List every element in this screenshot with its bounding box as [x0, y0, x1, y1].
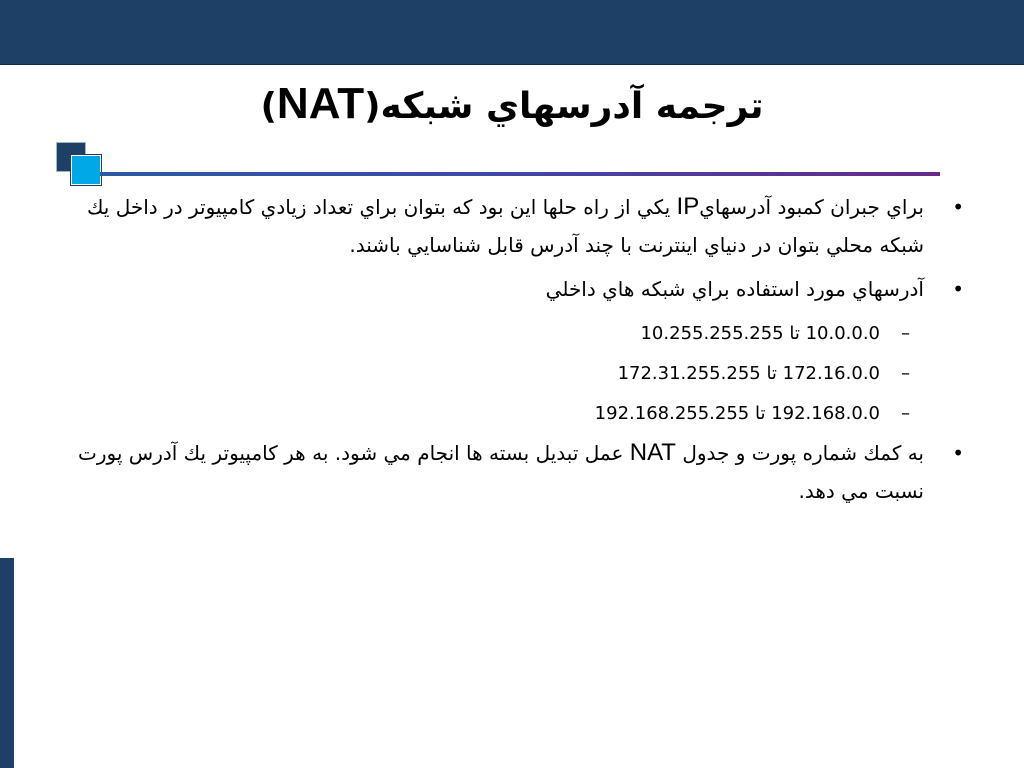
left-accent-bar	[0, 558, 14, 768]
dash-icon: –	[901, 323, 910, 344]
ip-range: 10.0.0.0 تا 10.255.255.255	[640, 323, 880, 344]
slide-body	[70, 188, 970, 516]
bullet-text: عمل تبديل بسته ها انجام مي شود. به هر كامپيوتر يك آدرس پورت نسبت مي دهد.	[78, 441, 924, 503]
bullet-item	[70, 270, 970, 308]
bullet-item	[70, 434, 970, 510]
title-acronym: NAT	[276, 79, 365, 128]
bullet-item	[70, 188, 970, 264]
bullet-dot-icon: •	[952, 277, 964, 301]
ip-range: 192.168.0.0 تا 192.168.255.255	[594, 403, 880, 424]
sub-item	[70, 394, 970, 434]
title-paren-close: )	[260, 86, 277, 127]
dash-icon: –	[901, 363, 910, 384]
ip-range: 172.16.0.0 تا 172.31.255.255	[617, 363, 880, 384]
sub-item	[70, 314, 970, 354]
bullet-text: براي جبران كمبود آدرسهاي	[699, 195, 924, 219]
header-band	[0, 0, 1024, 65]
bullet-text: يكي از راه حلها اين بود كه بتوان براي تعداد زيادي كامپيوتر در داخل يك شبكه محلي بتوان در دنياي اينترنت با چند آدرس قابل شناسايي باشند.	[86, 195, 924, 257]
bullet-term: IP	[676, 193, 700, 220]
bullet-text: به كمك شماره پورت و جدول	[682, 441, 924, 465]
title-persian: ترجمه آدرسهاي شبكه	[380, 86, 764, 127]
sub-item	[70, 354, 970, 394]
bullet-dot-icon: •	[952, 195, 964, 219]
dash-icon: –	[901, 403, 910, 424]
bullet-text: آدرسهاي مورد استفاده براي شبكه هاي داخلي	[545, 277, 924, 301]
slide-title	[0, 72, 1024, 139]
bullet-term: NAT	[629, 439, 676, 466]
title-paren-open: (	[364, 86, 381, 127]
deco-square-light-icon	[71, 155, 101, 185]
title-underline	[100, 172, 940, 176]
bullet-dot-icon: •	[952, 441, 964, 465]
